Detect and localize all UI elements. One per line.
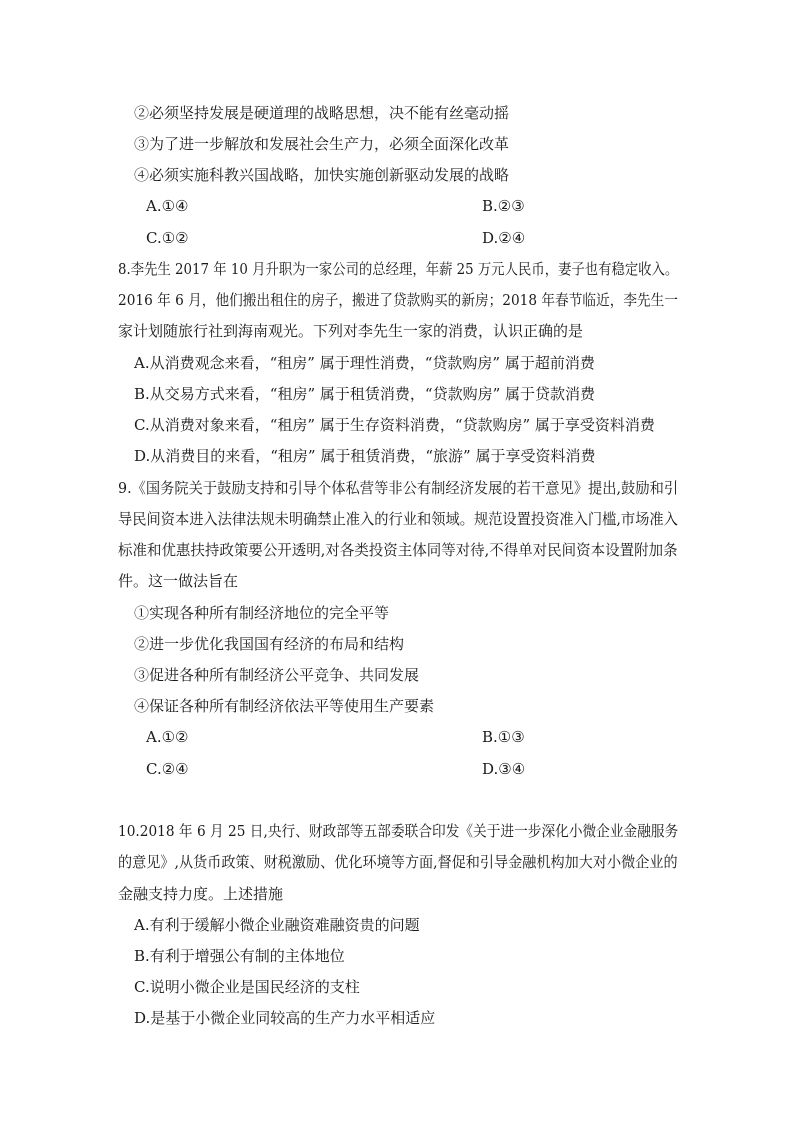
q8-option-d: D.从消费目的来看，“租房” 属于租赁消费，“旅游” 属于享受资料消费 xyxy=(134,447,596,465)
q9-stem-line-3: 标准和优惠扶持政策要公开透明,对各类投资主体同等对待,不得单对民间资本设置附加条 xyxy=(118,541,678,559)
q8-option-a: A.从消费观念来看，“租房” 属于理性消费，“贷款购房” 属于超前消费 xyxy=(134,354,595,372)
q9-option-c: C.②④ xyxy=(146,760,189,778)
q8-stem-line-2: 2016 年 6 月，他们搬出租住的房子，搬进了贷款购买的新房；2018 年春节临近，李先生一 xyxy=(118,291,678,309)
q10-stem-line-2: 的意见》,从货币政策、财税激励、优化环境等方面,督促和引导金融机构加大对小微企业的 xyxy=(118,853,678,871)
q9-stem-line-4: 件。这一做法旨在 xyxy=(118,572,239,590)
q9-item-2: ②进一步优化我国国有经济的布局和结构 xyxy=(134,635,405,653)
q8-option-c: C.从消费对象来看，“租房” 属于生存资料消费，“贷款购房” 属于享受资料消费 xyxy=(134,416,655,434)
q9-item-1: ①实现各种所有制经济地位的完全平等 xyxy=(134,604,390,622)
q9-stem-line-2: 导民间资本进入法律法规未明确禁止准入的行业和领域。规范设置投资准入门槛,市场准入 xyxy=(118,510,678,528)
q7-item-2: ②必须坚持发展是硬道理的战略思想，决不能有丝毫动摇 xyxy=(134,104,510,122)
q8-stem-line-3: 家计划随旅行社到海南观光。下列对李先生一家的消费，认识正确的是 xyxy=(118,322,584,340)
q9-option-b: B.①③ xyxy=(482,728,525,746)
q8-stem-line-1: 8.李先生 2017 年 10 月升职为一家公司的总经理，年薪 25 万元人民币，妻子也有稳定收入。 xyxy=(118,260,679,278)
q10-option-d: D.是基于小微企业同较高的生产力水平相适应 xyxy=(134,1009,436,1027)
q7-item-4: ④必须实施科教兴国战略，加快实施创新驱动发展的战略 xyxy=(134,166,510,184)
q10-option-b: B.有利于增强公有制的主体地位 xyxy=(134,947,345,965)
q10-option-a: A.有利于缓解小微企业融资难融资贵的问题 xyxy=(134,916,420,934)
q7-option-a: A.①④ xyxy=(146,197,189,215)
q10-option-c: C.说明小微企业是国民经济的支柱 xyxy=(134,978,360,996)
q9-option-d: D.③④ xyxy=(482,760,526,778)
q8-option-b: B.从交易方式来看，“租房” 属于租赁消费，“贷款购房” 属于贷款消费 xyxy=(134,385,596,403)
q7-option-b: B.②③ xyxy=(482,197,525,215)
q9-option-a: A.①② xyxy=(146,728,189,746)
q7-option-d: D.②④ xyxy=(482,229,526,247)
q10-stem-line-1: 10.2018 年 6 月 25 日,央行、财政部等五部委联合印发《关于进一步深化小微企业金融服务 xyxy=(118,822,679,840)
q7-item-3: ③为了进一步解放和发展社会生产力，必须全面深化改革 xyxy=(134,135,510,153)
q10-stem-line-3: 金融支持力度。上述措施 xyxy=(118,885,284,903)
q9-item-4: ④保证各种所有制经济依法平等使用生产要素 xyxy=(134,697,435,715)
q9-stem-line-1: 9.《国务院关于鼓励支持和引导个体私营等非公有制经济发展的若干意见》提出,鼓励和引 xyxy=(118,479,679,497)
q7-option-c: C.①② xyxy=(146,229,189,247)
q9-item-3: ③促进各种所有制经济公平竞争、共同发展 xyxy=(134,666,420,684)
